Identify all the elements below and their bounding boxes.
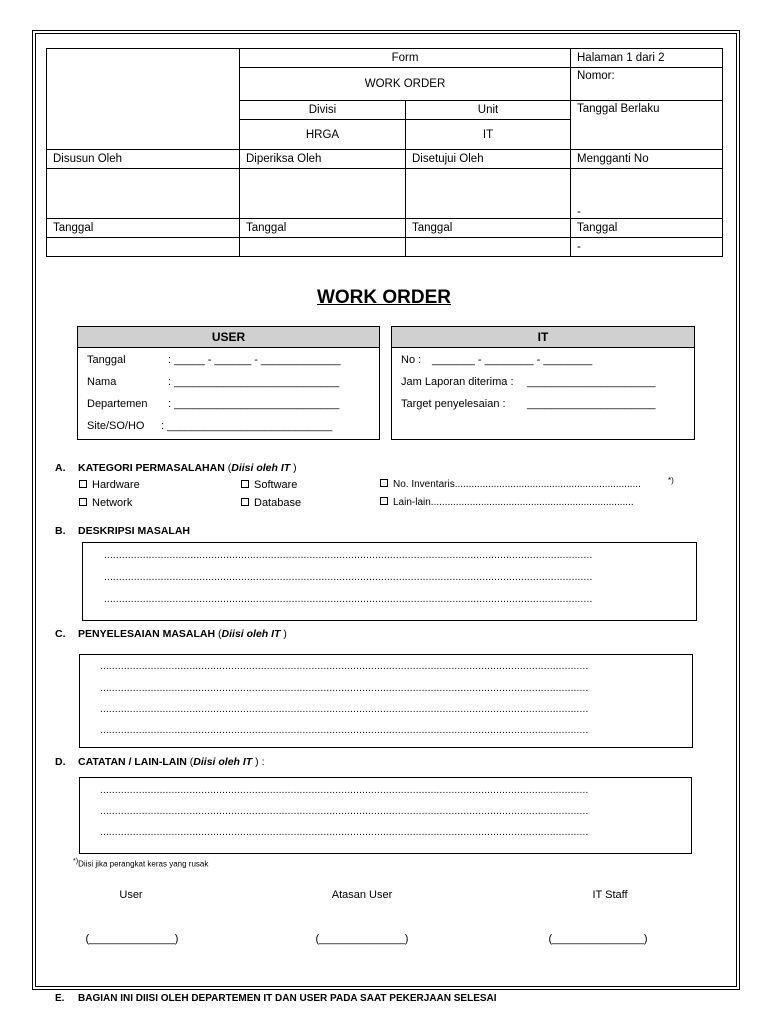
- penyelesaian-line-4: ....................................................................................................................................................................: [100, 725, 589, 736]
- catatan-line-3: ....................................................................................................................................................................: [100, 827, 589, 838]
- tanggal-value-3: [406, 238, 571, 257]
- tanggal-value-1: [47, 238, 240, 257]
- signature-atasan-label: Atasan User: [331, 889, 393, 901]
- form-label: Form: [240, 49, 571, 68]
- unit-value: IT: [406, 120, 571, 150]
- catatan-line-2: ....................................................................................................................................................................: [100, 806, 589, 817]
- checkbox-software[interactable]: Software: [241, 479, 297, 491]
- user-box-heading: USER: [78, 327, 379, 348]
- user-field-nama: Nama : ___________________________: [87, 376, 340, 388]
- footnote: *)Diisi jika perangkat keras yang rusak: [73, 858, 209, 869]
- signature-it-staff-label: IT Staff: [592, 889, 628, 901]
- divisi-label: Divisi: [240, 101, 406, 120]
- disetujui-oleh-label: Disetujui Oleh: [406, 150, 571, 169]
- page-title: WORK ORDER: [316, 287, 452, 308]
- deskripsi-line-1: ....................................................................................................................................................................: [104, 550, 593, 561]
- tanggal-label-3: Tanggal: [406, 219, 571, 238]
- diperiksa-oleh-label: Diperiksa Oleh: [240, 150, 406, 169]
- section-a-title: A. KATEGORI PERMASALAHAN (Diisi oleh IT ): [55, 462, 297, 474]
- penyelesaian-line-1: ....................................................................................................................................................................: [100, 661, 589, 672]
- header-doc-title: WORK ORDER: [240, 68, 571, 101]
- mengganti-no-label: Mengganti No: [571, 150, 723, 169]
- it-field-jam-laporan: Jam Laporan diterima : _____________________: [401, 376, 656, 388]
- tanggal-label-1: Tanggal: [47, 219, 240, 238]
- tanggal-value-4: -: [571, 238, 723, 257]
- tanggal-input[interactable]: : _____ - ______ - _____________: [168, 354, 341, 366]
- departemen-input[interactable]: : ___________________________: [168, 398, 340, 410]
- no-input[interactable]: _______ - ________ - ________: [432, 354, 593, 366]
- logo-cell: [47, 49, 240, 150]
- nama-input[interactable]: : ___________________________: [168, 376, 340, 388]
- tanggal-label-4: Tanggal: [571, 219, 723, 238]
- penyelesaian-line-2: ....................................................................................................................................................................: [100, 683, 589, 694]
- checkbox-hardware[interactable]: Hardware: [79, 479, 140, 491]
- checkbox-database[interactable]: Database: [241, 497, 301, 509]
- it-field-target: Target penyelesaian : _____________________: [401, 398, 656, 410]
- section-e-title: E. BAGIAN INI DIISI OLEH DEPARTEMEN IT DAN USER PADA SAAT PEKERJAAN SELESAI: [55, 993, 497, 1004]
- checkbox-lain-lain[interactable]: Lain-lain.........................................................................: [380, 497, 634, 508]
- section-d-title: D. CATATAN / LAIN-LAIN (Diisi oleh IT ) :: [55, 756, 265, 768]
- signature-it-staff-line[interactable]: (_______________): [548, 933, 648, 945]
- document-header-table: [46, 48, 723, 257]
- unit-label: Unit: [406, 101, 571, 120]
- penyelesaian-line-3: ....................................................................................................................................................................: [100, 704, 589, 715]
- tanggal-label-2: Tanggal: [240, 219, 406, 238]
- user-field-departemen: Departemen : ___________________________: [87, 398, 340, 410]
- target-input[interactable]: _____________________: [527, 398, 656, 410]
- halaman-label: Halaman 1 dari 2: [571, 49, 723, 68]
- disusun-oleh-label: Disusun Oleh: [47, 150, 240, 169]
- jam-laporan-input[interactable]: _____________________: [527, 376, 656, 388]
- tanggal-berlaku-label: Tanggal Berlaku: [571, 101, 723, 150]
- diperiksa-sign-cell: [240, 169, 406, 219]
- site-input[interactable]: : ___________________________: [161, 420, 333, 432]
- nomor-label: Nomor:: [571, 68, 723, 101]
- it-field-no: No : _______ - ________ - ________: [401, 354, 593, 366]
- tanggal-value-2: [240, 238, 406, 257]
- checkbox-network[interactable]: Network: [79, 497, 132, 509]
- mengganti-no-value: -: [571, 169, 723, 219]
- deskripsi-line-3: ....................................................................................................................................................................: [104, 594, 593, 605]
- signature-atasan-line[interactable]: (______________): [315, 933, 409, 945]
- catatan-line-1: ....................................................................................................................................................................: [100, 785, 589, 796]
- divisi-value: HRGA: [240, 120, 406, 150]
- signature-user-label: User: [119, 889, 143, 901]
- user-field-tanggal: Tanggal : _____ - ______ - _____________: [87, 354, 341, 366]
- footnote-mark-a: *): [668, 476, 674, 485]
- section-b-title: B. DESKRIPSI MASALAH: [55, 525, 191, 537]
- signature-user-line[interactable]: (______________): [85, 933, 179, 945]
- section-c-title: C. PENYELESAIAN MASALAH (Diisi oleh IT ): [55, 628, 287, 640]
- user-field-site: Site/SO/HO : ___________________________: [87, 420, 333, 432]
- deskripsi-line-2: ....................................................................................................................................................................: [104, 572, 593, 583]
- checkbox-no-inventaris[interactable]: No. Inventaris...................................................................: [380, 479, 641, 490]
- disetujui-sign-cell: [406, 169, 571, 219]
- disusun-sign-cell: [47, 169, 240, 219]
- it-box-heading: IT: [392, 327, 694, 348]
